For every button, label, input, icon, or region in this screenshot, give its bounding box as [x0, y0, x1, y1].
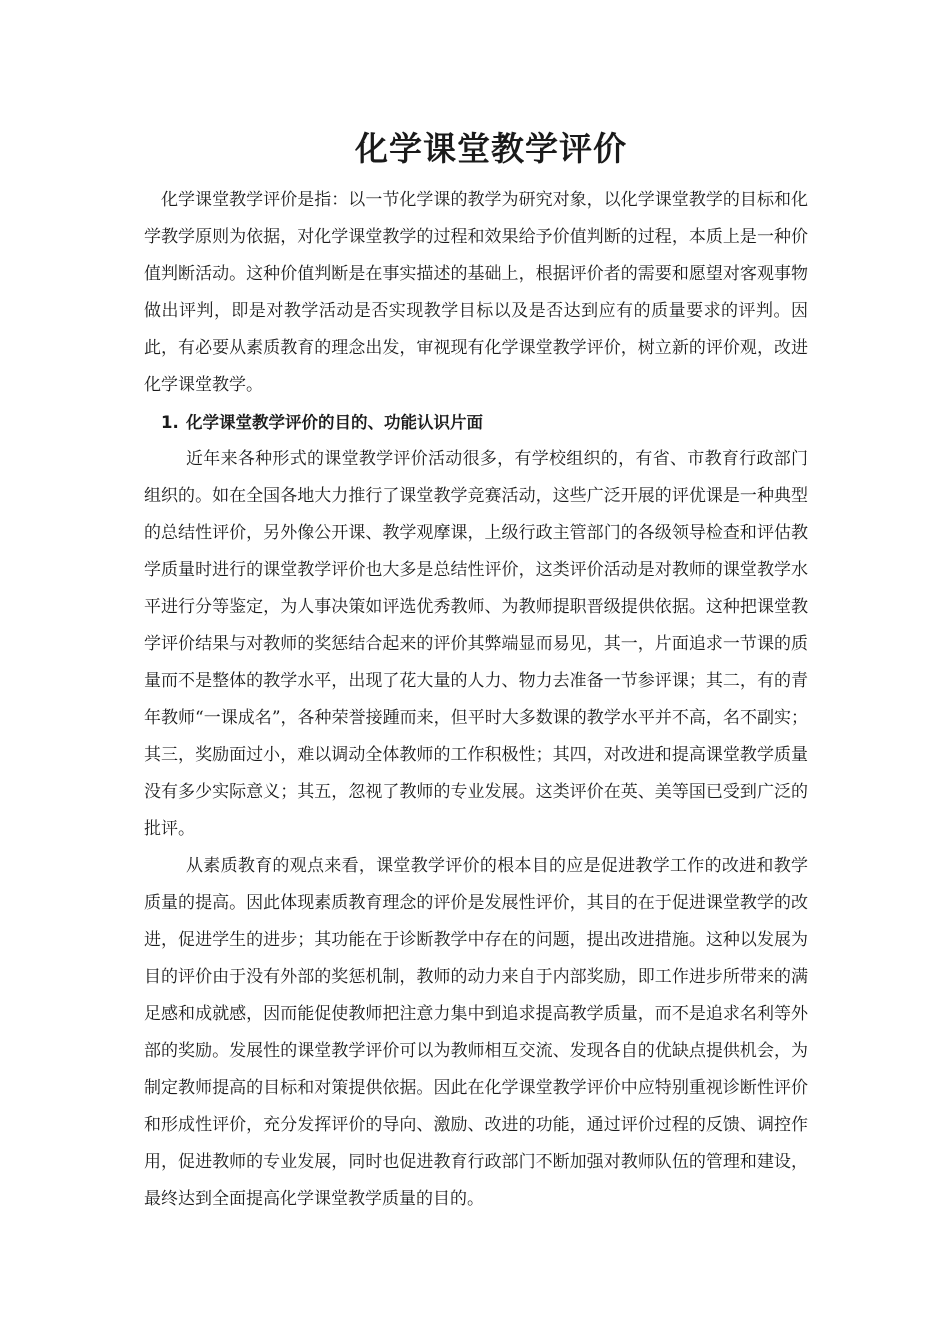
intro-paragraph: 化学课堂教学评价是指：以一节化学课的教学为研究对象，以化学课堂教学的目标和化学教学原则为依据，对化学课堂教学的过程和效果给予价值判断的过程，本质上是一种价值判断活动。这种价值判断是在事实描述的基础上，根据评价者的需要和愿望对客观事物做出评判，即是对教学活动是否实现教学目标以及是否达到应有的质量要求的评判。因此，有必要从素质教育的理念出发，审视现有化学课堂教学评价，树立新的评价观，改进化学课堂教学。 — [144, 190, 808, 395]
body-paragraph-2: 从素质教育的观点来看，课堂教学评价的根本目的应是促进教学工作的改进和教学质量的提高。因此体现素质教育理念的评价是发展性评价，其目的在于促进课堂教学的改进，促进学生的进步；其功能在于诊断教学中存在的问题，提出改进措施。这种以发展为目的评价由于没有外部的奖惩机制，教师的动力来自于内部奖励，即工作进步所带来的满足感和成就感，因而能促使教师把注意力集中到追求提高教学质量，而不是追求名利等外部的奖励。发展性的课堂教学评价可以为教师相互交流、发现各自的优缺点提供机会，为制定教师提高的目标和对策提供依据。因此在化学课堂教学评价中应特别重视诊断性评价和形成性评价，充分发挥评价的导向、激励、改进的功能，通过评价过程的反馈、调控作用，促进教师的专业发展，同时也促进教育行政部门不断加强对教师队伍的管理和建设，最终达到全面提高化学课堂教学质量的目的。 — [144, 856, 808, 1209]
document-title: 化学课堂教学评价 — [355, 129, 627, 168]
section-heading — [144, 404, 808, 441]
body-paragraph-1: 近年来各种形式的课堂教学评价活动很多，有学校组织的，有省、市教育行政部门组织的。如在全国各地大力推行了课堂教学竞赛活动，这些广泛开展的评优课是一种典型的总结性评价，另外像公开课、教学观摩课，上级行政主管部门的各级领导检查和评估教学质量时进行的课堂教学评价也大多是总结性评价，这类评价活动是对教师的课堂教学水平进行分等鉴定，为人事决策如评选优秀教师、为教师提职晋级提供依据。这种把课堂教学评价结果与对教师的奖惩结合起来的评价其弊端显而易见，其一，片面追求一节课的质量而不是整体的教学水平，出现了花大量的人力、物力去准备一节参评课；其二，有的青年教师“一课成名”，各种荣誉接踵而来，但平时大多数课的教学水平并不高，名不副实；其三，奖励面过小，难以调动全体教师的工作积极性；其四，对改进和提高课堂教学质量没有多少实际意义；其五，忽视了教师的专业发展。这类评价在英、美等国已受到广泛的批评。 — [144, 449, 808, 839]
document-page — [144, 120, 808, 1218]
section-heading-text: 化学课堂教学评价的目的、功能认识片面 — [186, 413, 483, 432]
section-number: 1. — [161, 413, 179, 432]
